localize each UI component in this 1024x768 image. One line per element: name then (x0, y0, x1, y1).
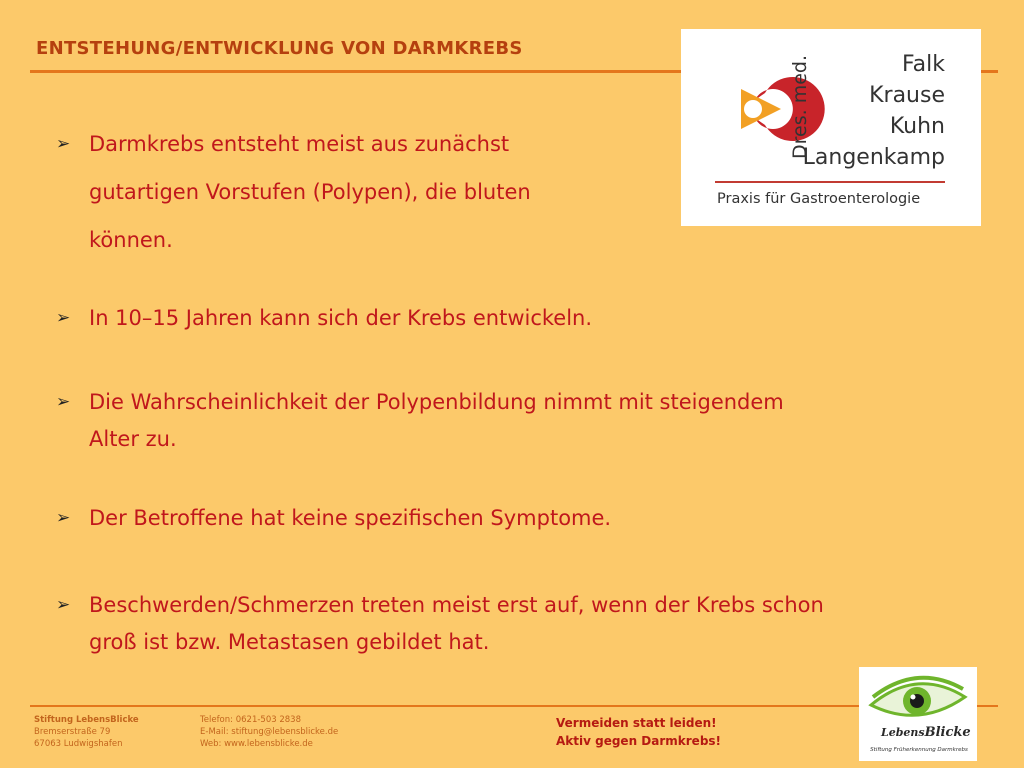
practice-subtitle: Praxis für Gastroenterologie (717, 191, 921, 207)
practice-name: Krause (869, 83, 945, 108)
bullet-item (56, 587, 824, 661)
practice-name: Kuhn (889, 114, 945, 139)
arrow-bullet-icon: ➢ (56, 392, 71, 412)
practice-names (803, 49, 945, 173)
practice-name: Langenkamp (802, 145, 945, 170)
foundation-wordmark (881, 725, 971, 740)
footer-address (34, 714, 139, 750)
slide-title: ENTSTEHUNG/ENTWICKLUNG VON DARMKREBS (36, 38, 523, 59)
bullet-line: groß ist bzw. Metastasen gebildet hat. (89, 630, 490, 654)
arrow-bullet-icon: ➢ (56, 134, 71, 154)
arrow-bullet-icon: ➢ (56, 308, 71, 328)
bullet-line: In 10–15 Jahren kann sich der Krebs entwickeln. (89, 306, 593, 330)
arrow-bullet-icon: ➢ (56, 508, 71, 528)
foundation-subtitle: Stiftung Früherkennung Darmkrebs (870, 747, 968, 753)
bullet-line: können. (89, 228, 173, 252)
practice-logo (681, 29, 981, 226)
wordmark-main: Lebens (881, 726, 925, 739)
bullet-item (56, 304, 592, 332)
footer-divider (30, 705, 998, 707)
bullet-item (56, 384, 784, 458)
bullet-line: Der Betroffene hat keine spezifischen Symptome. (89, 506, 612, 530)
footer-slogan (556, 714, 721, 750)
bullet-line: gutartigen Vorstufen (Polypen), die bluten (89, 180, 531, 204)
wordmark-accent: Blicke (924, 725, 971, 740)
bullet-line: Alter zu. (89, 427, 177, 451)
bullet-line: Die Wahrscheinlichkeit der Polypenbildung nimmt mit steigendem (89, 390, 784, 414)
bullet-line: Darmkrebs entsteht meist aus zunächst (89, 132, 510, 156)
footer-street: Bremserstraße 79 (34, 727, 111, 737)
arrow-bullet-icon: ➢ (56, 595, 71, 615)
practice-name: Falk (902, 52, 945, 77)
practice-prefix: Dres. med. (789, 55, 811, 159)
bullet-item (56, 120, 531, 264)
footer-org-name: Stiftung LebensBlicke (34, 715, 139, 725)
bullet-item (56, 504, 611, 532)
bullet-line: Beschwerden/Schmerzen treten meist erst auf, wenn der Krebs schon (89, 593, 824, 617)
footer-email: E-Mail: stiftung@lebensblicke.de (200, 727, 339, 737)
footer-web: Web: www.lebensblicke.de (200, 739, 313, 749)
slogan-line: Vermeiden statt leiden! (556, 716, 717, 730)
footer-city: 67063 Ludwigshafen (34, 739, 123, 749)
footer-contact (200, 714, 338, 750)
footer-phone: Telefon: 0621-503 2838 (200, 715, 301, 725)
practice-logo-divider (715, 181, 945, 183)
foundation-logo (859, 667, 977, 761)
slogan-line: Aktiv gegen Darmkrebs! (556, 734, 722, 748)
